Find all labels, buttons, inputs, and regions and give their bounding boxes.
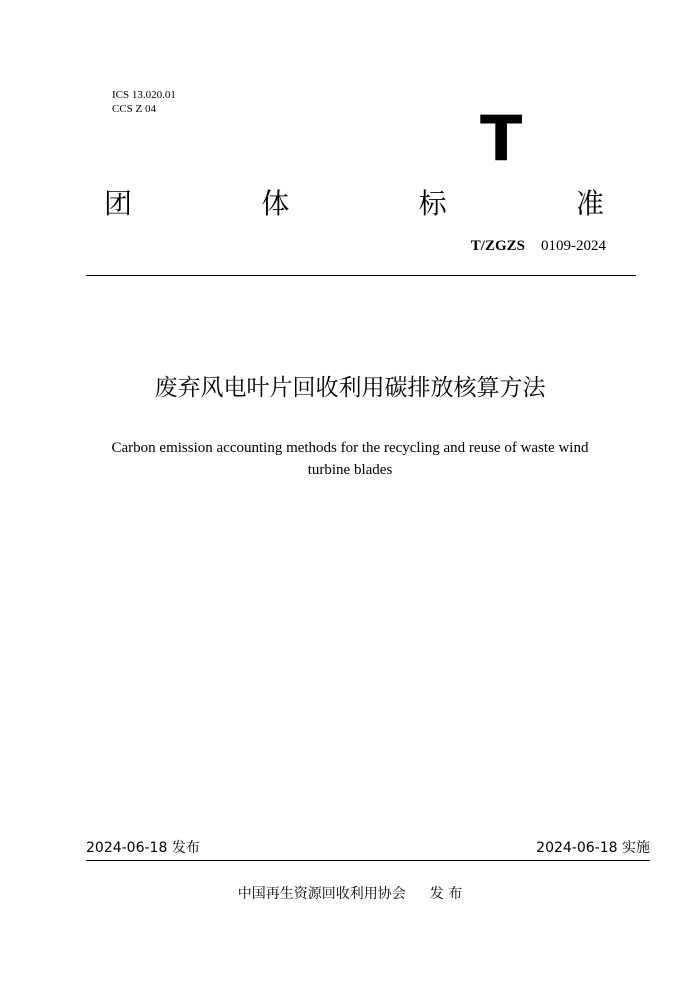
title-chinese: 废弃风电叶片回收利用碳排放核算方法 (154, 375, 546, 401)
standard-type-heading (104, 186, 604, 222)
publish-label: 发 布 (429, 886, 463, 902)
title-english: Carbon emission accounting methods for the recycling and reuse of waste wind turbine blades (111, 440, 589, 478)
standard-number (471, 236, 606, 256)
ccs-code: CCS Z 04 (112, 103, 157, 115)
standard-type-char: 体 (261, 187, 290, 220)
publisher-line (0, 884, 700, 904)
footer-divider (86, 860, 650, 861)
issue-date (86, 838, 200, 858)
implementation-date-value: 2024-06-18 (536, 840, 618, 856)
standard-number-prefix: T/ZGZS (470, 238, 525, 254)
header-divider (86, 275, 636, 276)
standard-number-value: 0109-2024 (541, 238, 606, 254)
classification-codes (112, 88, 176, 116)
implementation-date (536, 838, 650, 858)
implementation-date-label: 实施 (622, 840, 650, 856)
standard-type-char: 准 (575, 187, 604, 220)
ics-code: ICS 13.020.01 (112, 89, 176, 101)
publisher-name: 中国再生资源回收利用协会 (237, 886, 406, 902)
standard-type-char: 团 (104, 187, 133, 220)
standard-symbol: T (480, 102, 523, 175)
issue-date-label: 发布 (171, 840, 200, 856)
standard-type-char: 标 (418, 187, 447, 220)
issue-date-value: 2024-06-18 (86, 840, 168, 856)
